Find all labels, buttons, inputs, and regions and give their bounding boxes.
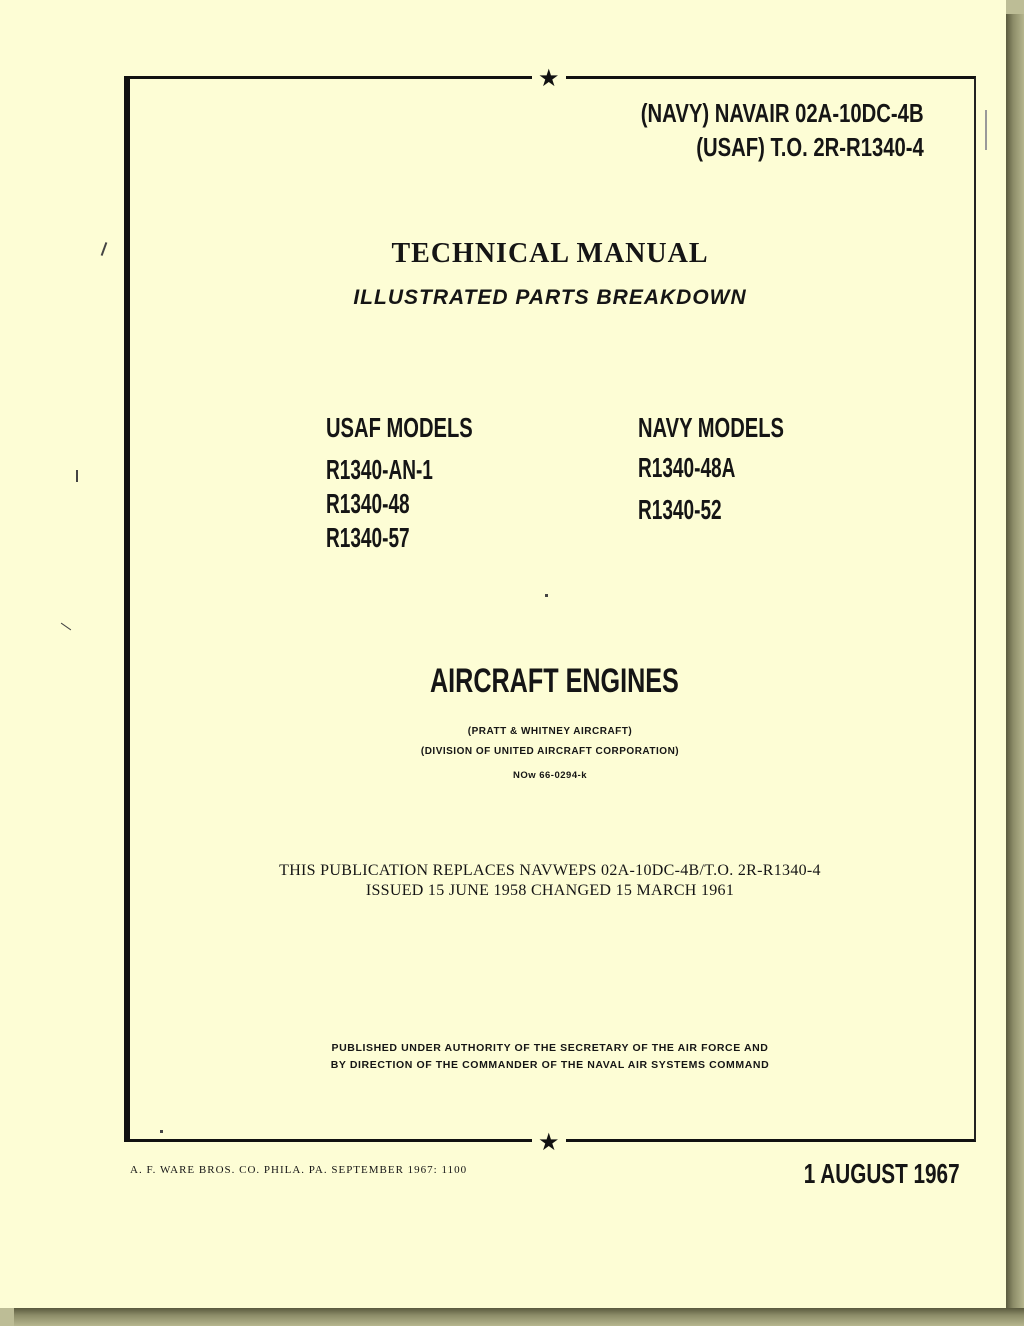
subject-heading: AIRCRAFT ENGINES <box>430 662 679 700</box>
navy-models-heading: NAVY MODELS <box>638 412 785 443</box>
printer-imprint: A. F. WARE BROS. CO. PHILA. PA. SEPTEMBER 1967: 1100 <box>130 1164 468 1176</box>
authority-line1: PUBLISHED UNDER AUTHORITY OF THE SECRETARY OF THE AIR FORCE AND <box>331 1042 769 1054</box>
scan-speck <box>76 470 78 482</box>
scan-speck <box>61 623 71 631</box>
usaf-model-item: R1340-AN-1 <box>326 454 433 485</box>
replaces-notice-line1: THIS PUBLICATION REPLACES NAVWEPS 02A-10DC-4B/T.O. 2R-R1340-4 <box>279 862 821 879</box>
usaf-model-item: R1340-57 <box>326 522 410 553</box>
page-shadow-right <box>1006 14 1024 1326</box>
contract-number: NOw 66-0294-k <box>512 770 588 781</box>
border-frame <box>124 76 976 1142</box>
page-shadow-bottom <box>14 1308 1024 1326</box>
star-bottom-ornament: ★ <box>532 1130 566 1154</box>
division-line: (DIVISION OF UNITED AIRCRAFT CORPORATION) <box>420 746 680 757</box>
usaf-models-heading: USAF MODELS <box>326 412 473 443</box>
manufacturer-line: (PRATT & WHITNEY AIRCRAFT) <box>467 726 633 737</box>
navy-model-item: R1340-48A <box>638 452 736 483</box>
scan-speck <box>160 1130 163 1133</box>
authority-line2: BY DIRECTION OF THE COMMANDER OF THE NAVAL AIR SYSTEMS COMMAND <box>330 1059 770 1071</box>
manual-subtitle: ILLUSTRATED PARTS BREAKDOWN <box>353 286 747 309</box>
publication-date: 1 AUGUST 1967 <box>804 1158 960 1189</box>
usaf-model-item: R1340-48 <box>326 488 410 519</box>
usaf-document-code: (USAF) T.O. 2R-R1340-4 <box>696 132 924 162</box>
manual-title: TECHNICAL MANUAL <box>391 238 709 269</box>
scan-speck <box>985 110 987 150</box>
navy-document-code: (NAVY) NAVAIR 02A-10DC-4B <box>641 98 924 128</box>
scan-speck <box>545 594 548 597</box>
navy-model-item: R1340-52 <box>638 494 722 525</box>
replaces-notice-line2: ISSUED 15 JUNE 1958 CHANGED 15 MARCH 1961 <box>365 882 735 899</box>
star-top-ornament: ★ <box>532 66 566 90</box>
